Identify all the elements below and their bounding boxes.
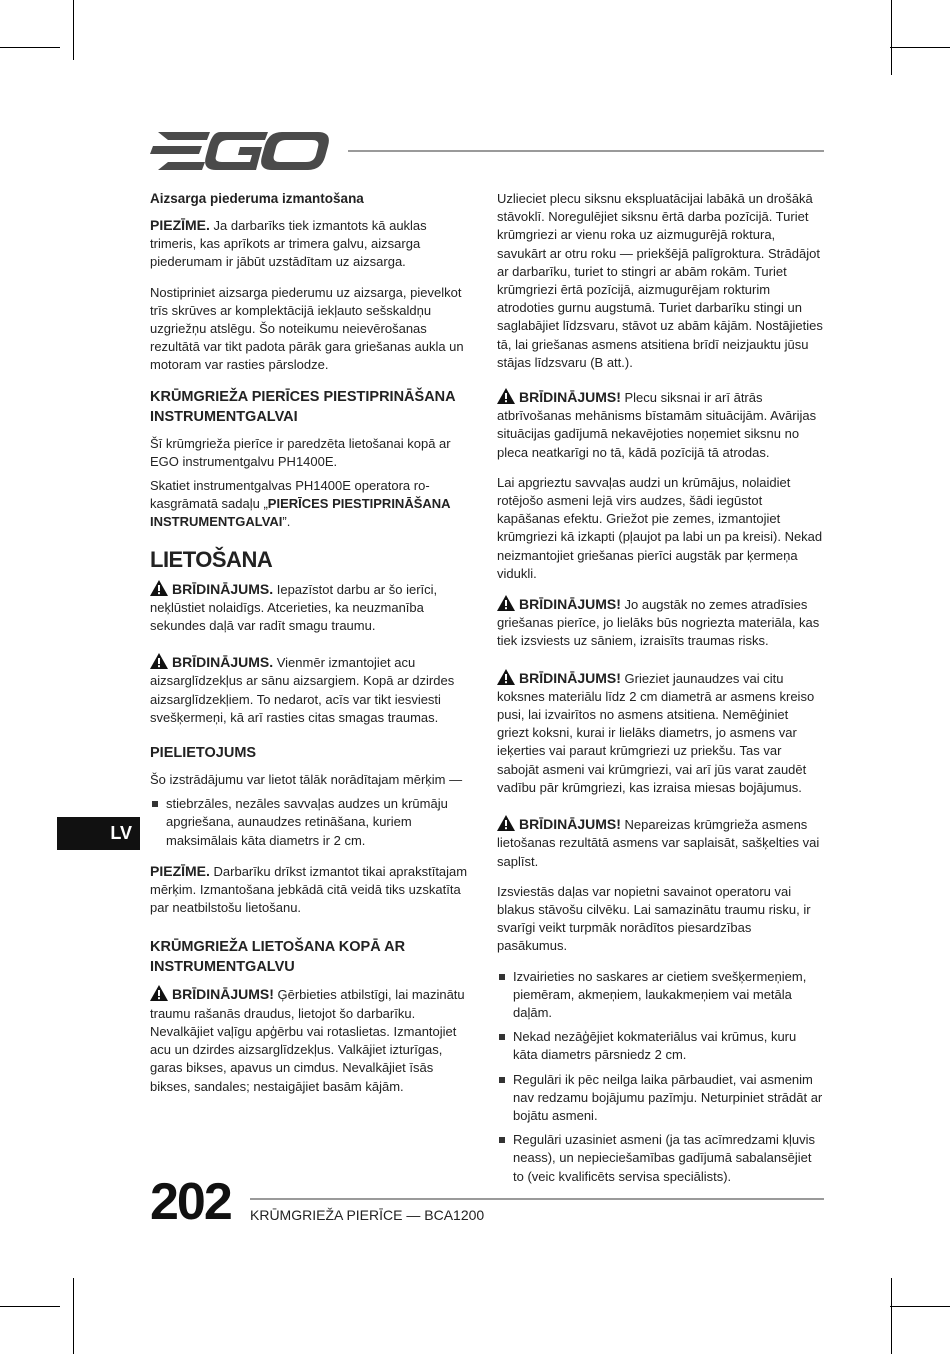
list-item-text: Regulāri uzasiniet asmeni (ja tas acīmredzami kļuvis neass), un nepieciešamības gadījumā sabalansējiet to (veic kvalificēts servisa speciālists). bbox=[513, 1132, 816, 1184]
paragraph: Uzlieciet plecu siksnu ekspluatācijai labākā un drošākā stāvoklī. Noregulējiet siksnu ērtā darba pozīcijā. Turiet krūmgriezi ar vienu roka uz aizmugurējā roktura, savukārt ar otru roku — priekšējā palīgroktura. Strādājot ar darbarīku, turiet to stingri ar abām rokām. Turiet krūmgriezi ērtā pozīcijā, aizmugurējam rokturim atrodoties gurnu augstumā. Turiet darbarīku stingi un saglabājiet līdzsvaru, stāvot uz abām kājām. Nostājieties tā, lai griešanas asmens atsitiena brīdī neizjauktu jūsu stājas līdzsvaru (B att.). bbox=[497, 191, 823, 370]
bullet-icon bbox=[499, 1077, 505, 1083]
warning-icon bbox=[150, 653, 168, 669]
warning-label: BRĪDINĀJUMS! bbox=[519, 669, 621, 686]
warning-paragraph bbox=[150, 985, 476, 1095]
list-item bbox=[497, 968, 823, 1023]
crop-mark bbox=[73, 0, 74, 60]
warning-text: Vienmēr izmantojiet acu aizsarglīdzekļus ar sānu aizsargiem. Kopā ar dzirdes aizsarglīdzekļiem. To nedarot, acīs var tikt iesviesti svešķermeņi, kā arī rasties citas smagas traumas. bbox=[150, 655, 455, 725]
paragraph: Nostipriniet aizsarga piederumu uz aizsarga, pievelkot trīs skrūves ar komplektācijā iekļauto sešskaldņu uzgriežņu atslēgu. Šo noteikumu neievērošanas rezultātā var tikt padota pārāk gara griešanas aukla un motoram var rasties pārslodze. bbox=[150, 284, 464, 373]
bullet-icon bbox=[499, 974, 505, 980]
warning-label: BRĪDINĀJUMS! bbox=[519, 596, 621, 613]
warning-paragraph bbox=[497, 815, 823, 871]
warning-icon bbox=[150, 580, 168, 596]
note-paragraph bbox=[150, 862, 476, 918]
paragraph: Šo izstrādājumu var lietot tālāk norādītajam mērķim — bbox=[150, 772, 463, 788]
heading-use-with-powerhead: KRŪMGRIEŽA LIETOŠANA KOPĀ AR INSTRUMENTGALVU bbox=[150, 939, 406, 976]
footer-rule bbox=[250, 1198, 824, 1200]
bullet-list bbox=[150, 795, 476, 850]
section-title: LIETOŠANA bbox=[150, 546, 273, 572]
crop-mark bbox=[891, 0, 892, 75]
list-item bbox=[497, 1071, 823, 1126]
warning-text: Nepareizas krūmgrieža asmens lietošanas rezultātā asmens var saplaisāt, sašķelties vai saplīst. bbox=[497, 817, 820, 869]
warning-label: BRĪDINĀJUMS! bbox=[519, 389, 621, 406]
list-item-text: Izvairieties no saskares ar cietiem svešķermeņiem, piemēram, akmeņiem, laukakmeņiem vai metāla daļām. bbox=[513, 968, 807, 1020]
paragraph bbox=[150, 477, 476, 532]
warning-label: BRĪDINĀJUMS! bbox=[519, 816, 621, 833]
text: Skatiet instrumentgalvas PH1400E operatora ro-kasgrāmatā sadaļu „ bbox=[150, 478, 430, 512]
list-item bbox=[497, 1131, 823, 1186]
warning-text: Jo augstāk no zemes atradīsies griešanas pierīce, jo lielāks būs nogriezta materiāla, kas tiek izsviests uz sāniem, izraisīts traumas risks. bbox=[497, 597, 820, 649]
crop-mark bbox=[891, 1278, 892, 1354]
warning-text: Ģērbieties atbilstīgi, lai mazinātu traumu rašanās draudus, lietojot šo darbarīku. Nevalkājiet vaļīgu apģērbu vai rotaslietas. Izmantojiet acu un dzirdes aizsarglīdzekļus. Valkājiet izturīgas, garas bikses, apavus un cimdus. Nevalkājiet īsās bikses, sandales; nestaigājiet basām kājām. bbox=[150, 987, 465, 1094]
warning-paragraph bbox=[150, 580, 476, 636]
crop-mark bbox=[73, 1278, 74, 1354]
paragraph: Šī krūmgrieža pierīce ir paredzēta lietošanai kopā ar EGO instrumentgalvu PH1400E. bbox=[150, 435, 451, 469]
list-item-text: Nekad nezāģējiet kokmateriālus vai krūmus, kuru kāta diametrs pārsniedz 2 cm. bbox=[513, 1029, 797, 1063]
warning-text: Iepazīstot darbu ar šo ierīci, neķlūstiet nolaidīgs. Atcerieties, ka neuzmanība sekundes daļā var radīt smagu traumu. bbox=[150, 581, 438, 634]
warning-label: BRĪDINĀJUMS. bbox=[172, 654, 274, 671]
warning-paragraph bbox=[150, 653, 476, 727]
language-tab: LV bbox=[57, 817, 140, 850]
paragraph: Izsviestās daļas var nopietni savainot operatoru vai blakus stāvošu cilvēku. Lai samazinātu traumu risku, ir svarīgi veikt turpmāk norādītos piesardzības pasākumus. bbox=[497, 883, 811, 954]
right-column bbox=[497, 190, 823, 1198]
warning-label: BRĪDINĀJUMS. bbox=[172, 580, 274, 597]
crop-mark bbox=[890, 1306, 950, 1307]
heading-attachment: KRŪMGRIEŽA PIERĪCES PIESTIPRINĀŠANA INSTRUMENTGALVAI bbox=[150, 388, 456, 425]
warning-paragraph bbox=[497, 595, 823, 651]
bullet-icon bbox=[499, 1034, 505, 1040]
heading-guard-attachment: Aizsarga piederuma izmantošana bbox=[150, 191, 364, 206]
footer-title: KRŪMGRIEŽA PIERĪCE — BCA1200 bbox=[250, 1207, 485, 1223]
left-column bbox=[150, 190, 476, 1108]
crop-mark bbox=[890, 47, 950, 48]
bullet-list bbox=[497, 968, 823, 1186]
paragraph: Lai apgrieztu savvaļas audzi un krūmājus, nolaidiet rotējošo asmeni lejā virs audzes, šādi iegūstot kapāšanas efektu. Griežot pie zemes, izmantojiet krūmgriezi kā izkapti (pļaujot pa labi un pa kreisi). Nekad neizmantojiet griešanas pierīci augstāk par ķermeņa vidukli. bbox=[497, 474, 823, 581]
warning-icon bbox=[497, 388, 515, 404]
note-text: Ja darbarīks tiek izmantots kā auklas trimeris, kas aprīkots ar trimera galvu, aizsarga piederumam ir jābūt uzstādītam uz aizsarga. bbox=[150, 218, 427, 270]
note-label: PIEZĪME. bbox=[150, 862, 210, 879]
note-paragraph bbox=[150, 216, 476, 272]
list-item-text: stiebrzāles, nezāles savvaļas audzes un krūmāju apgriešana, aunaudzes retināšana, kuriem maksimālais kāta diametrs ir 2 cm. bbox=[166, 796, 448, 848]
bullet-icon bbox=[152, 801, 158, 807]
warning-icon bbox=[150, 985, 168, 1001]
bullet-icon bbox=[499, 1137, 505, 1143]
text: ”. bbox=[282, 514, 291, 530]
warning-label: BRĪDINĀJUMS! bbox=[172, 986, 274, 1003]
crop-mark bbox=[0, 47, 60, 48]
header-rule bbox=[348, 150, 824, 152]
crop-mark bbox=[0, 1306, 60, 1307]
bold-text: PIERĪCES PIESTIPRINĀŠANA INSTRUMENTGALVAI bbox=[150, 496, 451, 530]
list-item-text: Regulāri ik pēc neilga laika pārbaudiet, vai asmenim nav redzamu bojājumu pazīmju. Neturpiniet strādāt ar bojātu asmeni. bbox=[513, 1071, 823, 1123]
page-number: 202 bbox=[150, 1173, 231, 1231]
note-label: PIEZĪME. bbox=[150, 217, 210, 233]
warning-icon bbox=[497, 669, 515, 685]
note-text: Darbarīku drīkst izmantot tikai aprakstītajam mērķim. Izmantošana jebkādā citā veidā tiks uzskatīta par neatbilstošu lietošanu. bbox=[150, 863, 468, 916]
warning-text: Plecu siksnai ir arī ātrās atbrīvošanas mehānisms bīstamām situācijām. Avārijas situācijas gadījumā nekavējoties noņemiet siksnu no pleca neatkarīgi no tā, kādā pozīcijā tā atrodas. bbox=[497, 390, 817, 460]
list-item bbox=[150, 795, 476, 850]
warning-icon bbox=[497, 595, 515, 611]
ego-logo bbox=[150, 130, 330, 172]
warning-icon bbox=[497, 815, 515, 831]
warning-paragraph bbox=[497, 388, 823, 462]
warning-paragraph bbox=[497, 669, 823, 797]
heading-application: PIELIETOJUMS bbox=[150, 745, 257, 762]
warning-text: Grieziet jaunaudzes vai citu koksnes materiālu līdz 2 cm diametrā ar asmens kreiso pusi, lai izvairītos no asmens atsitiena. Nemēģiniet griezt koksni, kurai ir lielāks diametrs, jo asmens var ieķerties vai paraut krūmgriezi uz priekšu. Tas var sabojāt asmeni vai krūmgriezi, vai arī jūs varat zaudēt vadību pār krūmgriezi, kas izraisa miesas bojājumus. bbox=[497, 670, 815, 795]
list-item bbox=[497, 1028, 823, 1064]
